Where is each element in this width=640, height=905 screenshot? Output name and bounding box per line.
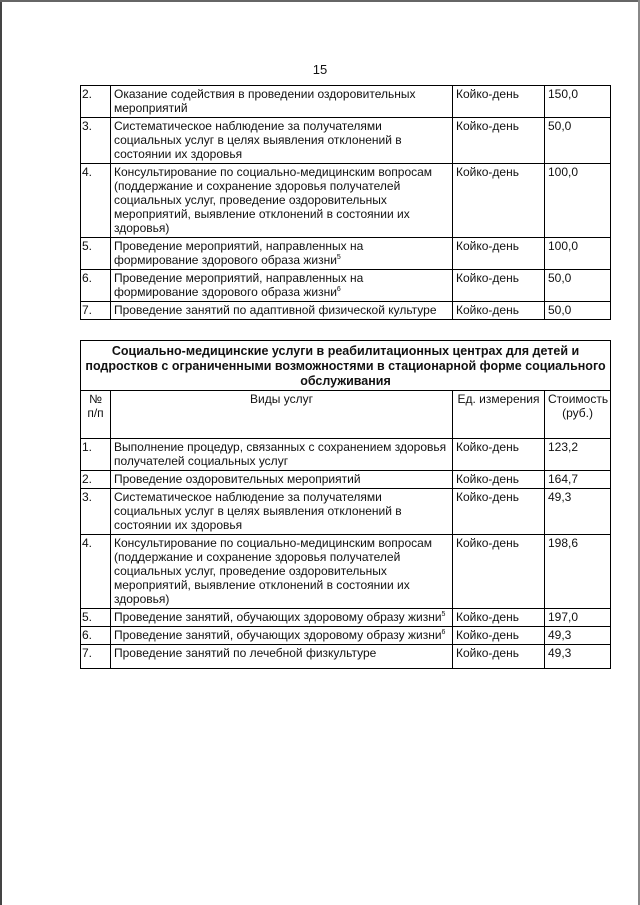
- cost-cell: 100,0: [545, 238, 611, 270]
- unit-cell: Койко-день: [453, 86, 545, 118]
- cost-cell: 50,0: [545, 118, 611, 164]
- cost-cell: 198,6: [545, 535, 611, 609]
- table-row: [81, 489, 611, 535]
- table-row: [81, 118, 611, 164]
- cost-cell: 50,0: [545, 302, 611, 320]
- service-name: Проведение занятий по лечебной физкультуре: [111, 645, 453, 669]
- footnote-marker: 5: [336, 254, 341, 261]
- table-row: [81, 439, 611, 471]
- row-number: 2.: [81, 86, 111, 118]
- row-number: 2.: [81, 471, 111, 489]
- header-service: Виды услуг: [111, 391, 453, 439]
- table-row: [81, 645, 611, 669]
- cost-cell: 123,2: [545, 439, 611, 471]
- unit-cell: Койко-день: [453, 270, 545, 302]
- cost-cell: 150,0: [545, 86, 611, 118]
- service-name: Оказание содействия в проведении оздоровительных мероприятий: [111, 86, 453, 118]
- table-row: [81, 164, 611, 238]
- page-number: 15: [312, 62, 328, 77]
- row-number: 7.: [81, 645, 111, 669]
- row-number: 5.: [81, 238, 111, 270]
- unit-cell: Койко-день: [453, 489, 545, 535]
- cost-cell: 49,3: [545, 627, 611, 645]
- scan-border-left: [0, 0, 2, 905]
- row-number: 4.: [81, 535, 111, 609]
- unit-cell: Койко-день: [453, 164, 545, 238]
- service-name: Проведение занятий, обучающих здоровому образу жизни$^6$: [111, 627, 453, 645]
- unit-cell: Койко-день: [453, 627, 545, 645]
- cost-cell: 197,0: [545, 609, 611, 627]
- unit-cell: Койко-день: [453, 302, 545, 320]
- table-row: [81, 471, 611, 489]
- service-name: Систематическое наблюдение за получателями социальных услуг в целях выявления отклонений в состоянии их здоровья: [111, 118, 453, 164]
- unit-cell: Койко-день: [453, 645, 545, 669]
- service-name: Проведение мероприятий, направленных на формирование здорового образа жизни$^6$: [111, 270, 453, 302]
- unit-cell: Койко-день: [453, 238, 545, 270]
- unit-cell: Койко-день: [453, 118, 545, 164]
- table-row: [81, 238, 611, 270]
- footnote-marker: 6: [441, 629, 446, 636]
- footnote-marker: 5: [441, 611, 446, 618]
- service-name: Систематическое наблюдение за получателями социальных услуг в целях выявления отклонений в состоянии их здоровья: [111, 489, 453, 535]
- row-number: 3.: [81, 118, 111, 164]
- row-number: 6.: [81, 270, 111, 302]
- table-row: [81, 609, 611, 627]
- service-name: Проведение мероприятий, направленных на формирование здорового образа жизни$^5$: [111, 238, 453, 270]
- table-row: [81, 302, 611, 320]
- unit-cell: Койко-день: [453, 471, 545, 489]
- cost-cell: 49,3: [545, 489, 611, 535]
- section-title: Социально-медицинские услуги в реабилитационных центрах для детей и подростков с ограниченными возможностями в стационарной форме социального обслуживания: [81, 341, 611, 391]
- table-row: [81, 86, 611, 118]
- cost-cell: 50,0: [545, 270, 611, 302]
- unit-cell: Койко-день: [453, 535, 545, 609]
- table-header-row: [81, 391, 611, 439]
- table-row: [81, 270, 611, 302]
- service-name: Проведение оздоровительных мероприятий: [111, 471, 453, 489]
- header-cost: Стоимость (руб.): [545, 391, 611, 439]
- service-name: Консультирование по социально-медицинским вопросам (поддержание и сохранение здоровья получателей социальных услуг, проведение оздоровительных мероприятий, выявление отклонений в состоянии их здоровья): [111, 164, 453, 238]
- scan-border-top: [0, 0, 640, 2]
- cost-cell: 164,7: [545, 471, 611, 489]
- unit-cell: Койко-день: [453, 439, 545, 471]
- row-number: 4.: [81, 164, 111, 238]
- services-table-2: [80, 340, 611, 669]
- unit-cell: Койко-день: [453, 609, 545, 627]
- row-number: 7.: [81, 302, 111, 320]
- table-row: [81, 535, 611, 609]
- header-unit: Ед. измерения: [453, 391, 545, 439]
- cost-cell: 100,0: [545, 164, 611, 238]
- row-number: 6.: [81, 627, 111, 645]
- row-number: 3.: [81, 489, 111, 535]
- service-name: Проведение занятий, обучающих здоровому образу жизни$^5$: [111, 609, 453, 627]
- row-number: 5.: [81, 609, 111, 627]
- service-name: Выполнение процедур, связанных с сохранением здоровья получателей социальных услуг: [111, 439, 453, 471]
- table-row: [81, 627, 611, 645]
- service-name: Проведение занятий по адаптивной физической культуре: [111, 302, 453, 320]
- service-name: Консультирование по социально-медицинским вопросам (поддержание и сохранение здоровья получателей социальных услуг, проведение оздоровительных мероприятий, выявление отклонений в состоянии их здоровья): [111, 535, 453, 609]
- header-num: № п/п: [81, 391, 111, 439]
- row-number: 1.: [81, 439, 111, 471]
- cost-cell: 49,3: [545, 645, 611, 669]
- services-table-1: [80, 85, 611, 320]
- footnote-marker: 6: [336, 286, 341, 293]
